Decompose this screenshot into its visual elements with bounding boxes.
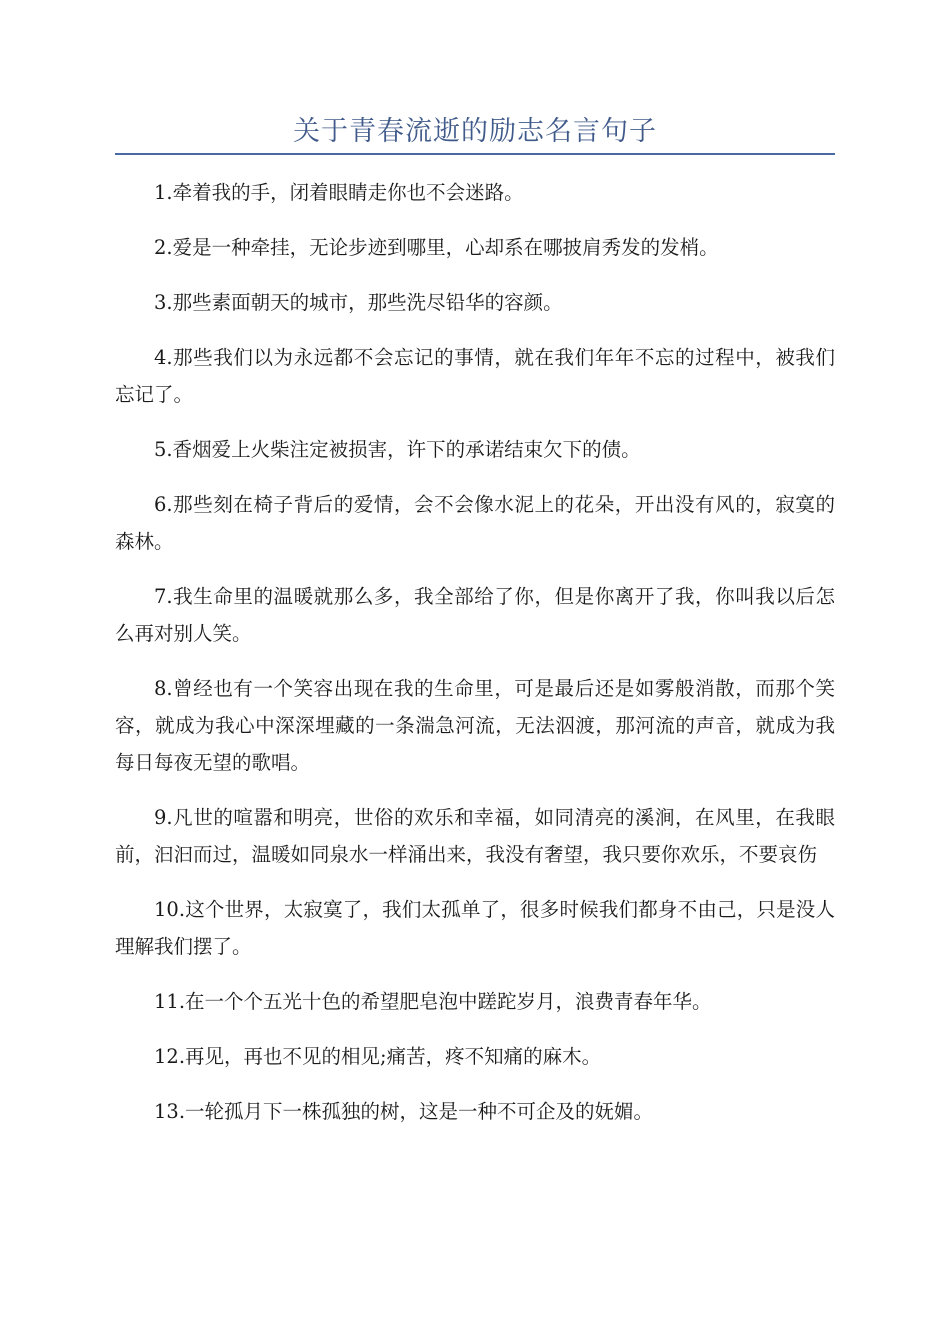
paragraph-4: 4.那些我们以为永远都不会忘记的事情，就在我们年年不忘的过程中，被我们忘记了。 (115, 346, 835, 406)
paragraph-3: 3.那些素面朝天的城市，那些洗尽铅华的容颜。 (154, 291, 563, 314)
title-underline (115, 153, 835, 155)
page-title: 关于青春流逝的励志名言句子 (293, 116, 657, 147)
document-body (115, 174, 835, 1148)
paragraph-11: 11.在一个个五光十色的希望肥皂泡中蹉跎岁月，浪费青春年华。 (154, 990, 712, 1013)
paragraph-5: 5.香烟爱上火柴注定被损害，许下的承诺结束欠下的债。 (154, 438, 641, 461)
paragraph-1: 1.牵着我的手，闭着眼睛走你也不会迷路。 (154, 181, 524, 204)
paragraph-13: 13.一轮孤月下一株孤独的树，这是一种不可企及的妩媚。 (154, 1100, 654, 1123)
paragraph-6: 6.那些刻在椅子背后的爱情，会不会像水泥上的花朵，开出没有风的，寂寞的森林。 (115, 493, 835, 553)
paragraph-12: 12.再见，再也不见的相见;痛苦，疼不知痛的麻木。 (154, 1045, 602, 1068)
paragraph-10: 10.这个世界，太寂寞了，我们太孤单了，很多时候我们都身不由己，只是没人理解我们摆了。 (115, 898, 835, 958)
paragraph-2: 2.爱是一种牵挂，无论步迹到哪里，心却系在哪披肩秀发的发梢。 (154, 236, 719, 259)
paragraph-9: 9.凡世的喧嚣和明亮，世俗的欢乐和幸福，如同清亮的溪涧，在风里，在我眼前，汩汩而过，温暖如同泉水一样涌出来，我没有奢望，我只要你欢乐，不要哀伤 (115, 806, 835, 866)
paragraph-7: 7.我生命里的温暖就那么多，我全部给了你，但是你离开了我，你叫我以后怎么再对别人笑。 (115, 585, 835, 645)
paragraph-8: 8.曾经也有一个笑容出现在我的生命里，可是最后还是如雾般消散，而那个笑容，就成为我心中深深埋藏的一条湍急河流，无法泅渡，那河流的声音，就成为我每日每夜无望的歌唱。 (115, 677, 835, 774)
